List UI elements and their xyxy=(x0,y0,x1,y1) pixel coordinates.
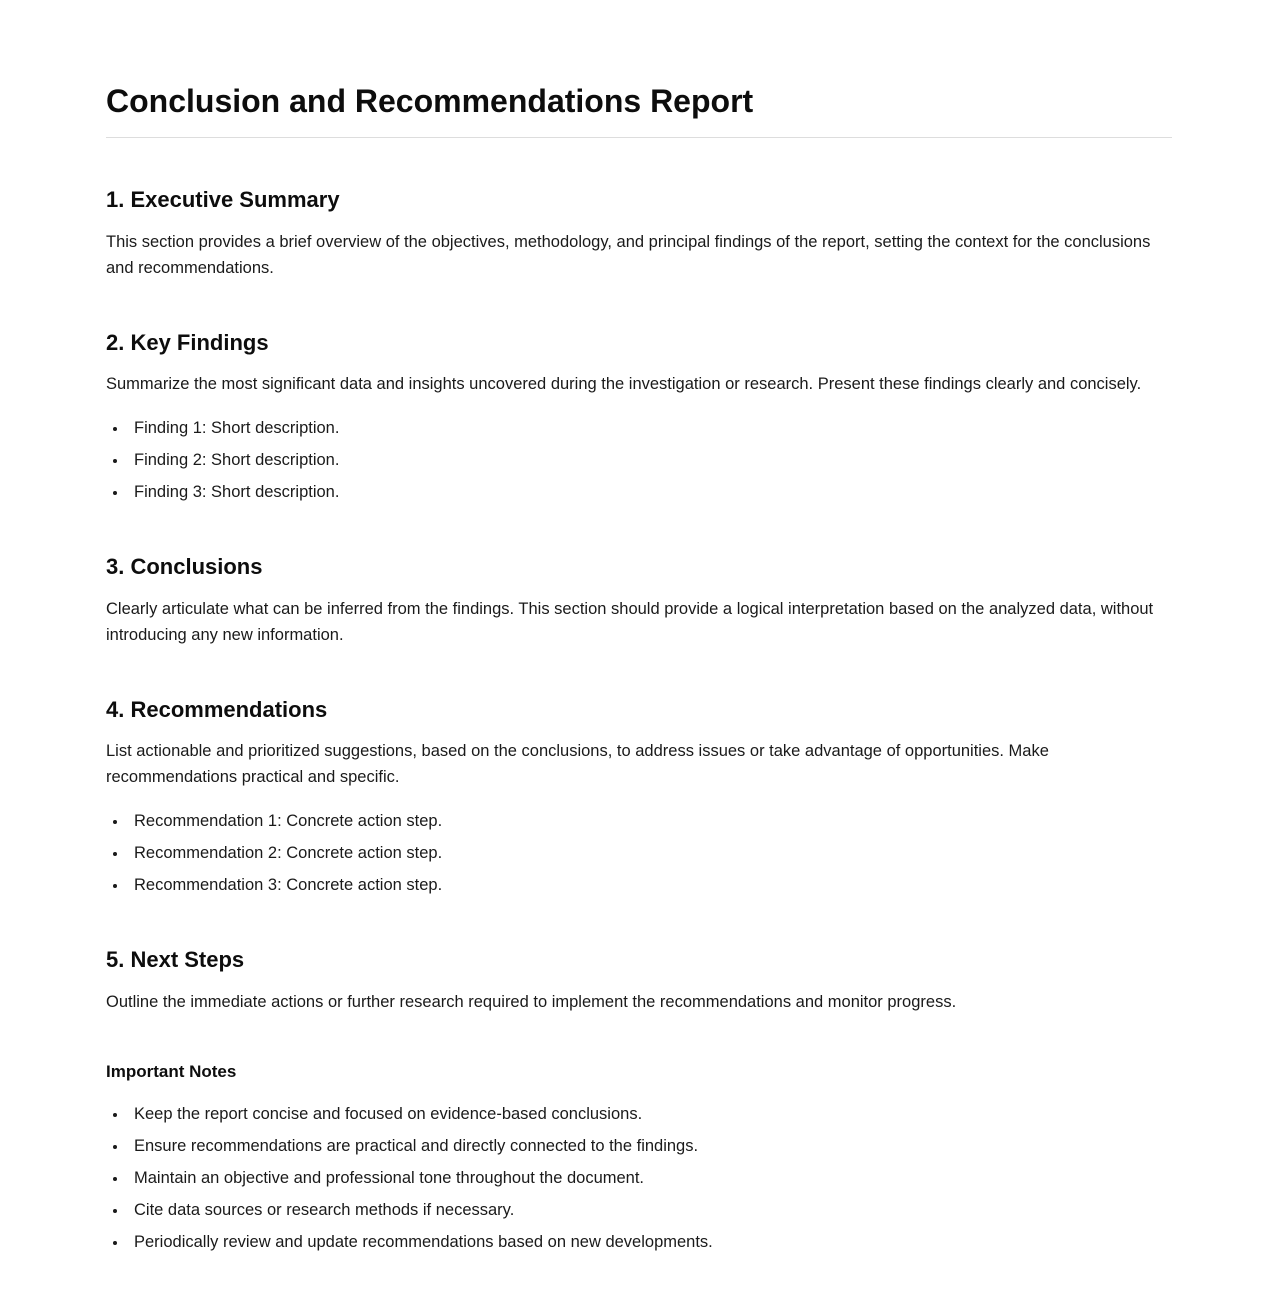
section-heading: 4. Recommendations xyxy=(106,696,328,722)
list-item: • Periodically review and update recommendations based on new developments. xyxy=(128,1229,1172,1255)
section-heading: 1. Executive Summary xyxy=(106,187,340,213)
section-heading: 2. Key Findings xyxy=(106,329,269,355)
findings-list xyxy=(106,415,1172,505)
list-item: • Maintain an objective and professional tone throughout the document. xyxy=(128,1165,1172,1191)
list-item: • Finding 3: Short description. xyxy=(128,479,1172,505)
page-title: Conclusion and Recommendations Report xyxy=(106,83,754,119)
list-item: • Recommendation 1: Concrete action step. xyxy=(128,808,1172,834)
notes-heading: Important Notes xyxy=(106,1061,237,1081)
section-body: Outline the immediate actions or further research required to implement the recommendations and monitor progress. xyxy=(106,992,957,1011)
section-heading: 5. Next Steps xyxy=(106,947,245,973)
section-important-notes xyxy=(106,1061,1172,1255)
list-item: • Finding 1: Short description. xyxy=(128,415,1172,441)
section-body: This section provides a brief overview of the objectives, methodology, and principal findings of the report, setting the context for the conclusions and recommendations. xyxy=(106,232,1151,277)
list-item: • Cite data sources or research methods if necessary. xyxy=(128,1197,1172,1223)
list-item: • Finding 2: Short description. xyxy=(128,447,1172,473)
section-executive-summary xyxy=(106,186,1172,281)
document-body xyxy=(106,0,1172,1255)
section-key-findings xyxy=(106,329,1172,506)
section-heading: 3. Conclusions xyxy=(106,554,263,580)
recommendations-list xyxy=(106,808,1172,898)
title-divider xyxy=(106,137,1172,138)
section-next-steps xyxy=(106,946,1172,1015)
list-item: • Ensure recommendations are practical and directly connected to the findings. xyxy=(128,1133,1172,1159)
list-item: • Recommendation 2: Concrete action step. xyxy=(128,840,1172,866)
section-body: Clearly articulate what can be inferred from the findings. This section should provide a logical interpretation based on the analyzed data, without introducing any new information. xyxy=(106,599,1154,644)
section-body: List actionable and prioritized suggestions, based on the conclusions, to address issues or take advantage of opportunities. Make recommendations practical and specific. xyxy=(106,742,1049,787)
list-item: • Recommendation 3: Concrete action step. xyxy=(128,872,1172,898)
list-item: • Keep the report concise and focused on evidence-based conclusions. xyxy=(128,1101,1172,1127)
notes-list xyxy=(106,1101,1172,1255)
section-conclusions xyxy=(106,553,1172,648)
section-recommendations xyxy=(106,696,1172,899)
section-body: Summarize the most significant data and insights uncovered during the investigation or research. Present these findings clearly and concisely. xyxy=(106,375,1142,394)
